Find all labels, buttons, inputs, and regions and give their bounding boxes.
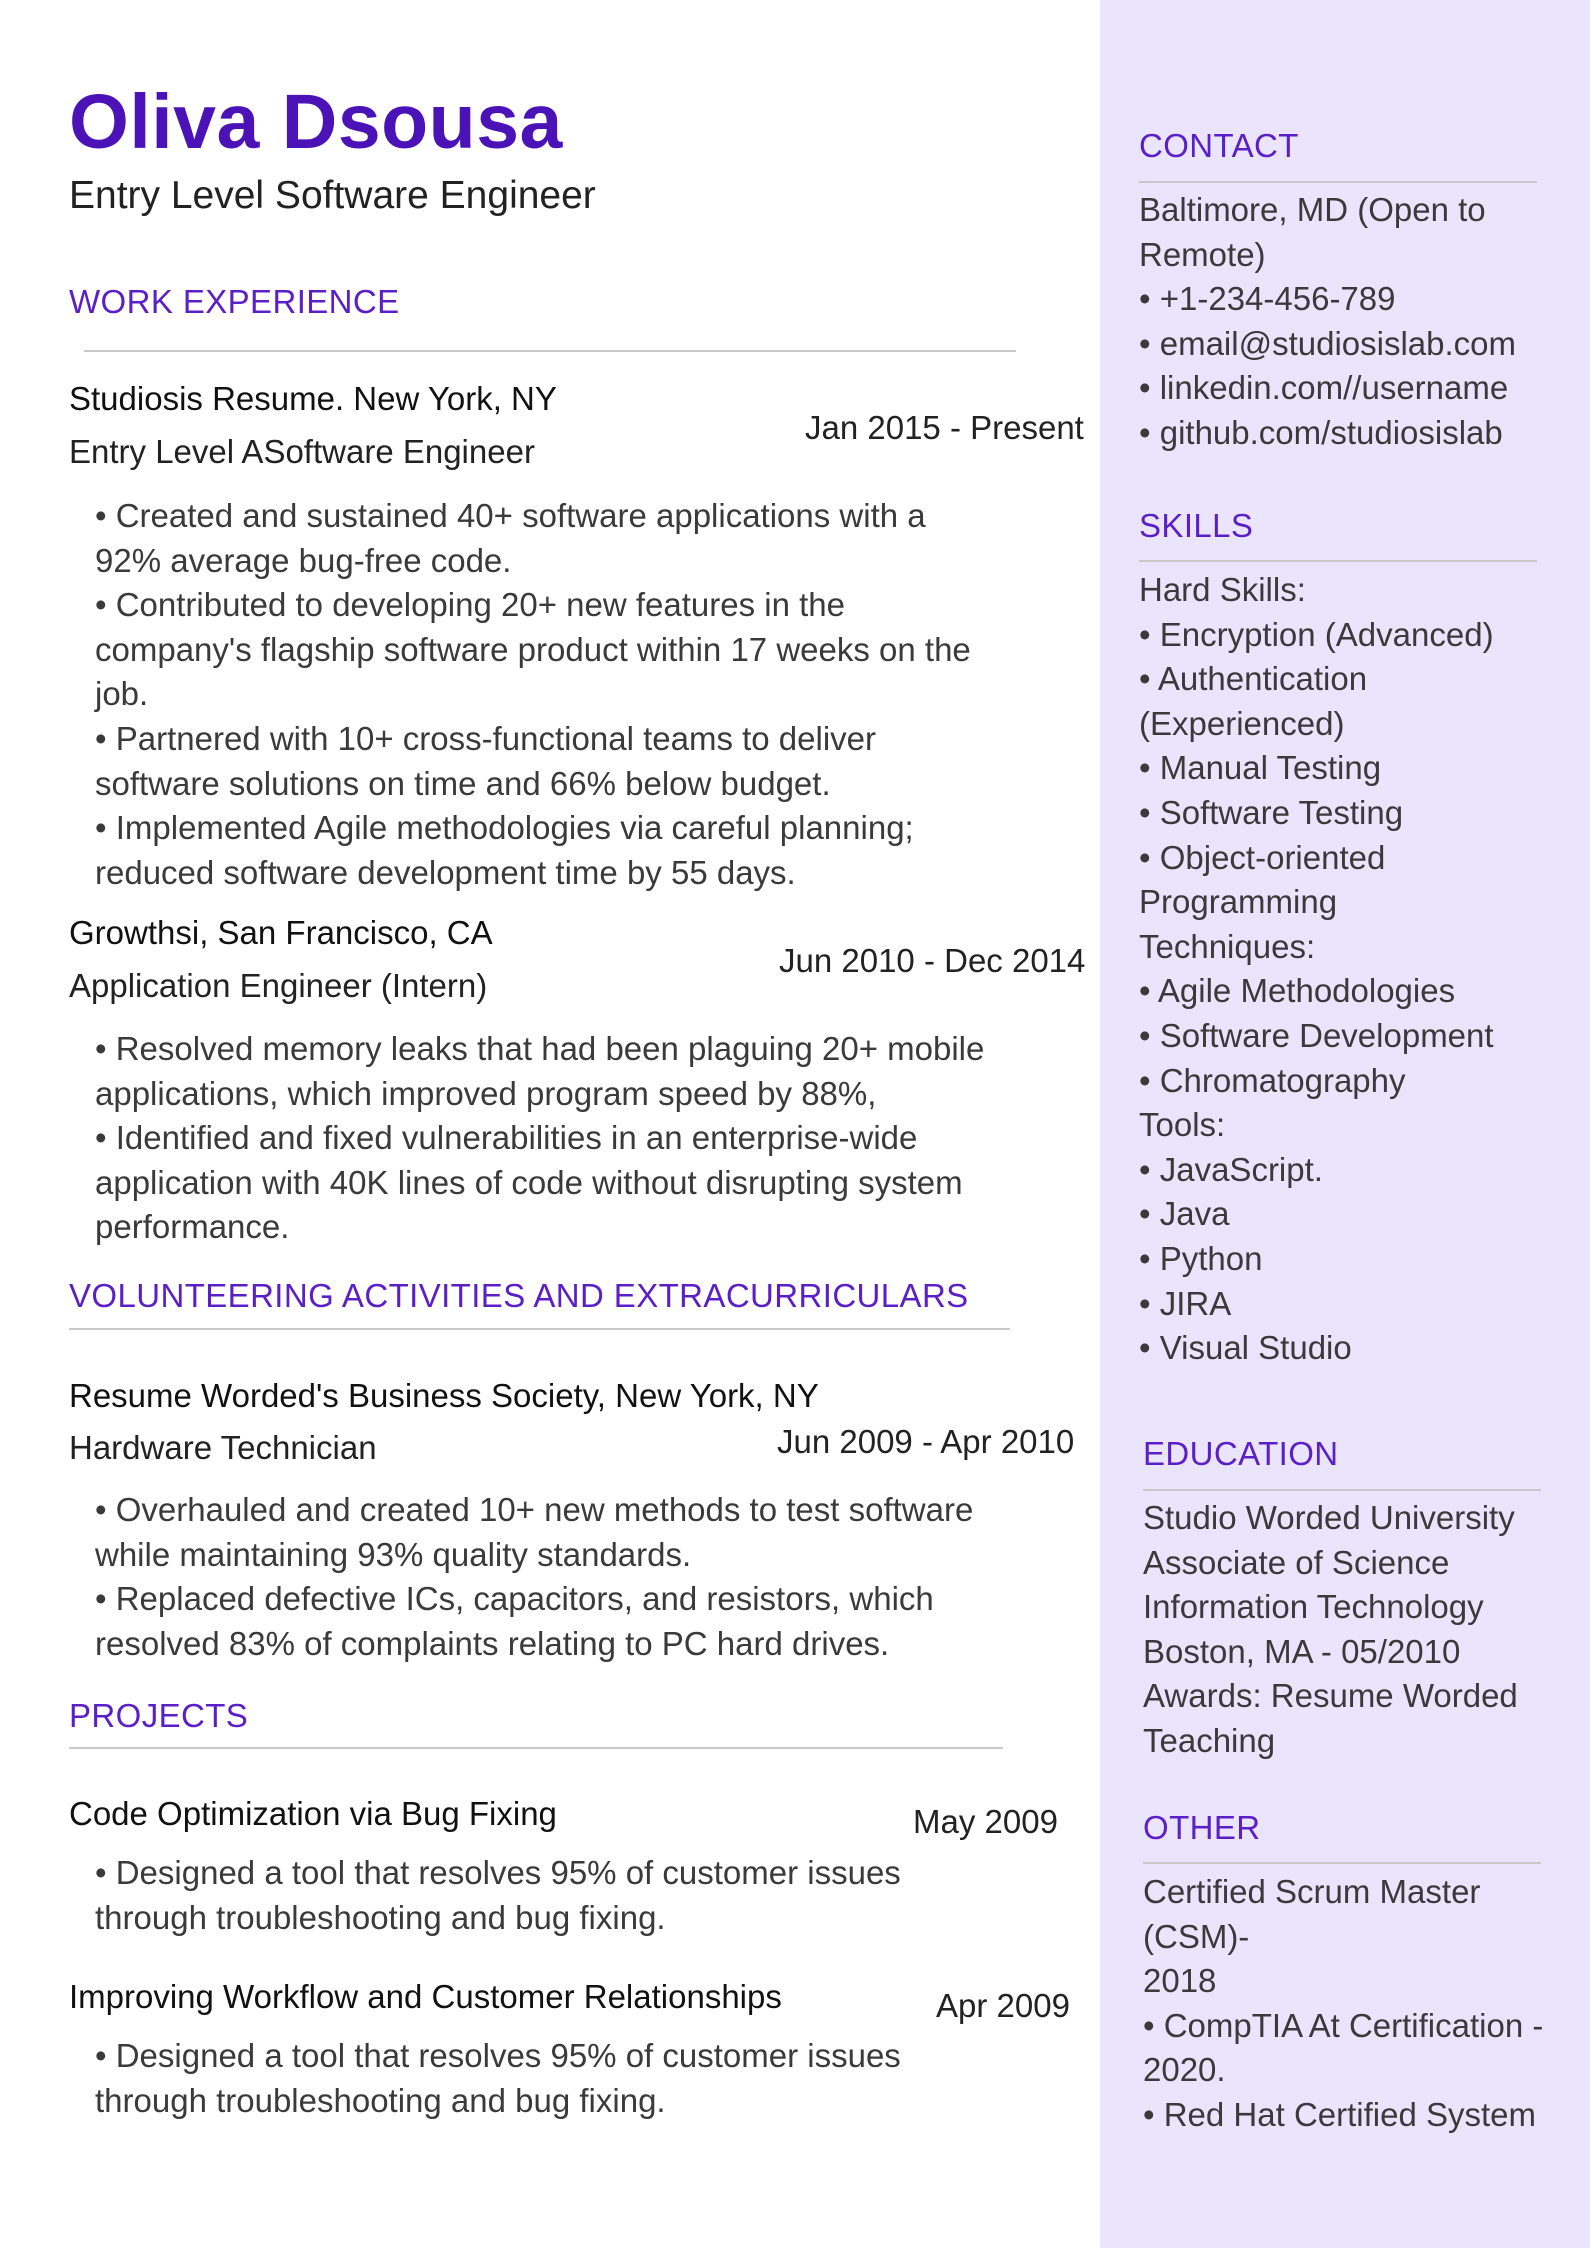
project-name: Improving Workflow and Customer Relationships (69, 1978, 782, 2015)
bullet-line: applications, which improved program speed by 88%, (95, 1074, 877, 1112)
skill-item: • Encryption (Advanced) (1139, 615, 1494, 653)
section-heading-education: EDUCATION (1143, 1435, 1339, 1472)
other-line: Certified Scrum Master (1143, 1873, 1481, 1910)
section-heading-other: OTHER (1143, 1809, 1261, 1846)
entry-bullets (95, 1488, 973, 1666)
contact-location-cont: Remote) (1139, 235, 1266, 273)
project-bullets (95, 2034, 901, 2123)
section-heading-projects: PROJECTS (69, 1697, 249, 1734)
contact-email: • email@studiosislab.com (1139, 324, 1517, 362)
bullet-line: 92% average bug-free code. (95, 541, 512, 579)
contact-github: • github.com/studiosislab (1139, 413, 1503, 451)
bullet-line: software solutions on time and 66% below budget. (95, 764, 831, 802)
section-divider (69, 1747, 1003, 1749)
contact-linkedin: • linkedin.com//username (1139, 369, 1509, 407)
skill-item: • Software Development (1139, 1016, 1494, 1054)
bullet-line: • Resolved memory leaks that had been plaguing 20+ mobile (95, 1030, 985, 1067)
section-divider (69, 1328, 1010, 1330)
other-line: (CSM)- (1143, 1917, 1250, 1955)
education-line: Associate of Science (1143, 1543, 1450, 1581)
section-divider (84, 350, 1016, 352)
section-heading-contact: CONTACT (1139, 127, 1299, 164)
candidate-name: Oliva Dsousa (69, 79, 563, 165)
bullet-line: performance. (95, 1208, 290, 1246)
bullet-line: • Overhauled and created 10+ new methods to test software (95, 1491, 974, 1528)
skill-item: • Visual Studio (1139, 1329, 1352, 1367)
section-divider (1139, 560, 1537, 562)
bullet-line: reduced software development time by 55 days. (95, 853, 796, 891)
skill-item: • Manual Testing (1139, 749, 1382, 787)
bullet-line: job. (95, 675, 149, 713)
bullet-line: • Partnered with 10+ cross-functional teams to deliver (95, 719, 877, 757)
contact-location: Baltimore, MD (Open to (1139, 191, 1486, 228)
other-list (1143, 1870, 1543, 2138)
entry-bullets (95, 494, 971, 895)
contact-phone: • +1-234-456-789 (1139, 280, 1396, 318)
section-heading-work: WORK EXPERIENCE (69, 283, 400, 320)
entry-organization: Studiosis Resume. New York, NY (69, 380, 557, 417)
skill-item: • Authentication (1139, 660, 1368, 698)
education-list (1143, 1496, 1518, 1764)
skill-item: • Python (1139, 1239, 1263, 1277)
entry-organization: Growthsi, San Francisco, CA (69, 914, 493, 951)
entry-date: Jun 2010 - Dec 2014 (779, 942, 1086, 979)
section-heading-volunteering: VOLUNTEERING ACTIVITIES AND EXTRACURRICULARS (69, 1277, 969, 1314)
bullet-line: company's flagship software product within 17 weeks on the (95, 630, 971, 668)
entry-role: Entry Level ASoftware Engineer (69, 433, 535, 470)
bullet-line: resolved 83% of complaints relating to PC hard drives. (95, 1624, 890, 1662)
skill-item: Techniques: (1139, 927, 1316, 965)
section-divider (1139, 181, 1537, 183)
skill-item: • JIRA (1139, 1284, 1232, 1322)
entry-organization: Resume Worded's Business Society, New York, NY (69, 1377, 819, 1414)
bullet-line: • Replaced defective ICs, capacitors, and resistors, which (95, 1580, 934, 1618)
entry-date: Jan 2015 - Present (805, 409, 1084, 446)
bullet-line: • Created and sustained 40+ software applications with a (95, 497, 926, 534)
other-line: 2020. (1143, 2051, 1226, 2089)
skill-item: Programming (1139, 883, 1338, 921)
contact-list (1139, 188, 1516, 456)
skill-item: Hard Skills: (1139, 571, 1306, 608)
bullet-line: through troubleshooting and bug fixing. (95, 2081, 666, 2119)
section-divider (1143, 1489, 1541, 1491)
bullet-line: • Designed a tool that resolves 95% of customer issues (95, 2037, 901, 2074)
skills-list (1139, 568, 1494, 1371)
bullet-line: through troubleshooting and bug fixing. (95, 1898, 666, 1936)
education-line: Boston, MA - 05/2010 (1143, 1632, 1461, 1670)
skill-item: • Java (1139, 1195, 1230, 1233)
project-bullets (95, 1851, 901, 1940)
project-name: Code Optimization via Bug Fixing (69, 1795, 557, 1832)
bullet-line: • Implemented Agile methodologies via careful planning; (95, 809, 914, 847)
section-heading-skills: SKILLS (1139, 507, 1254, 544)
entry-bullets (95, 1027, 984, 1250)
entry-date: Jun 2009 - Apr 2010 (777, 1423, 1075, 1460)
other-line: 2018 (1143, 1962, 1217, 2000)
bullet-line: • Contributed to developing 20+ new features in the (95, 586, 845, 624)
other-line: • Red Hat Certified System (1143, 2095, 1537, 2133)
bullet-line: • Identified and fixed vulnerabilities in an enterprise-wide (95, 1119, 918, 1157)
skill-item: • Chromatography (1139, 1061, 1406, 1099)
bullet-line: • Designed a tool that resolves 95% of customer issues (95, 1854, 901, 1891)
project-date: Apr 2009 (936, 1987, 1070, 2024)
entry-role: Application Engineer (Intern) (69, 967, 488, 1004)
education-line: Information Technology (1143, 1588, 1484, 1626)
entry-role: Hardware Technician (69, 1429, 377, 1466)
project-date: May 2009 (913, 1803, 1058, 1840)
skill-item: • Object-oriented (1139, 838, 1386, 876)
education-line: Teaching (1143, 1721, 1276, 1759)
education-line: Studio Worded University (1143, 1499, 1515, 1536)
skill-item: • JavaScript. (1139, 1150, 1323, 1188)
other-line: • CompTIA At Certification - (1143, 2006, 1544, 2044)
section-divider (1143, 1862, 1541, 1864)
education-line: Awards: Resume Worded (1143, 1677, 1518, 1715)
skill-item: • Agile Methodologies (1139, 972, 1456, 1010)
candidate-title: Entry Level Software Engineer (69, 174, 596, 217)
skill-item: (Experienced) (1139, 704, 1345, 742)
bullet-line: application with 40K lines of code without disrupting system (95, 1163, 963, 1201)
bullet-line: while maintaining 93% quality standards. (95, 1535, 692, 1573)
skill-item: Tools: (1139, 1106, 1226, 1144)
skill-item: • Software Testing (1139, 793, 1404, 831)
